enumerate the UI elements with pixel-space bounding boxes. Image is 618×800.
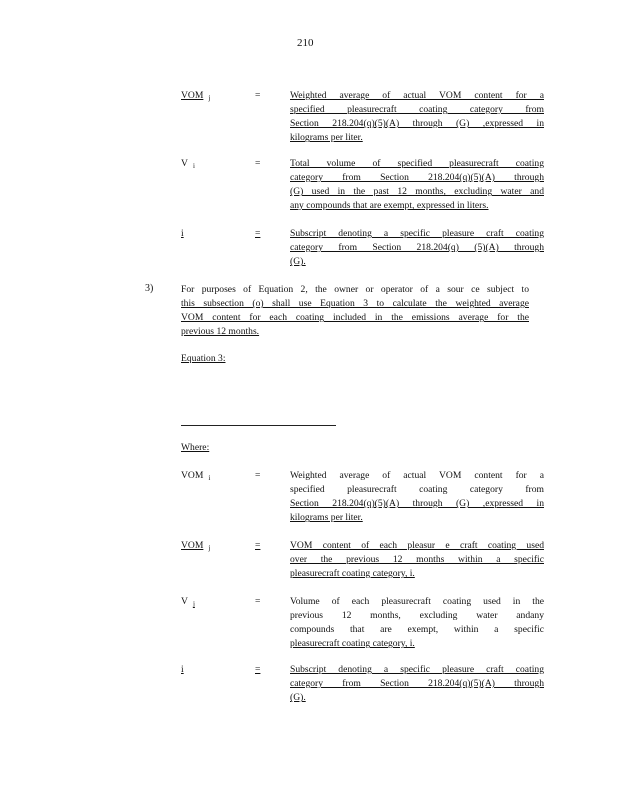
- definition-vom-i: Weighted average of actual VOM content for a specified pleasurecraft coating category from Section 218.204(q)(5)(A) through (G) ,expressed in kilograms per liter.: [290, 470, 544, 524]
- term-i: i: [181, 664, 184, 675]
- definition-v-j: Volume of each pleasurecraft coating used in the previous 12 months, excluding water andany compounds that are exempt, within a specific pleasurecraft coating category, i.: [290, 596, 544, 650]
- definition-i: Subscript denoting a specific pleasure craft coating category from Section 218.204(q) (5)(A) through (G).: [290, 228, 544, 268]
- term-vom-j: VOM $_j$: [181, 540, 211, 552]
- equals-sign: =: [255, 90, 261, 101]
- equals-sign: =: [255, 158, 261, 169]
- term-v-i: V $_i$: [181, 158, 195, 170]
- term-vom-j: VOM $_j$: [181, 90, 211, 102]
- equation-label: Equation 3:: [181, 353, 226, 364]
- where-label: Where:: [181, 442, 210, 453]
- term-v-j: V $_j$: [181, 596, 195, 608]
- paragraph-text: For purposes of Equation 2, the owner or operator of a sour ce subject to this subsection (o) shall use Equation 3 to calculate the weighted average VOM content for each coating included in the emissions average for the previous 12 months.: [181, 284, 529, 338]
- page-number: 210: [297, 37, 314, 49]
- definition-i: Subscript denoting a specific pleasure craft coating category from Section 218.204(q)(5)(A) through (G).: [290, 664, 544, 704]
- term-vom-i: VOM $_i$: [181, 470, 211, 482]
- equals-sign: =: [255, 596, 261, 607]
- equals-sign: =: [255, 664, 261, 675]
- paragraph-number: 3): [145, 283, 154, 294]
- definition-vom-j: VOM content of each pleasur e craft coating used over the previous 12 months within a specific pleasurecraft coating category, i.: [290, 540, 544, 580]
- definition-v-i: Total volume of specified pleasurecraft coating category from Section 218.204(q)(5)(A) through (G) used in the past 12 months, excluding water and any compounds that are exempt, expressed in liters.: [290, 158, 544, 212]
- equals-sign: =: [255, 470, 261, 481]
- equals-sign: =: [255, 540, 261, 551]
- equals-sign: =: [255, 228, 261, 239]
- signature-line: [181, 425, 336, 426]
- term-i: i: [181, 228, 184, 239]
- definition-vom-j: Weighted average of actual VOM content for a specified pleasurecraft coating category from Section 218.204(q)(5)(A) through (G) ,expressed in kilograms per liter.: [290, 90, 544, 144]
